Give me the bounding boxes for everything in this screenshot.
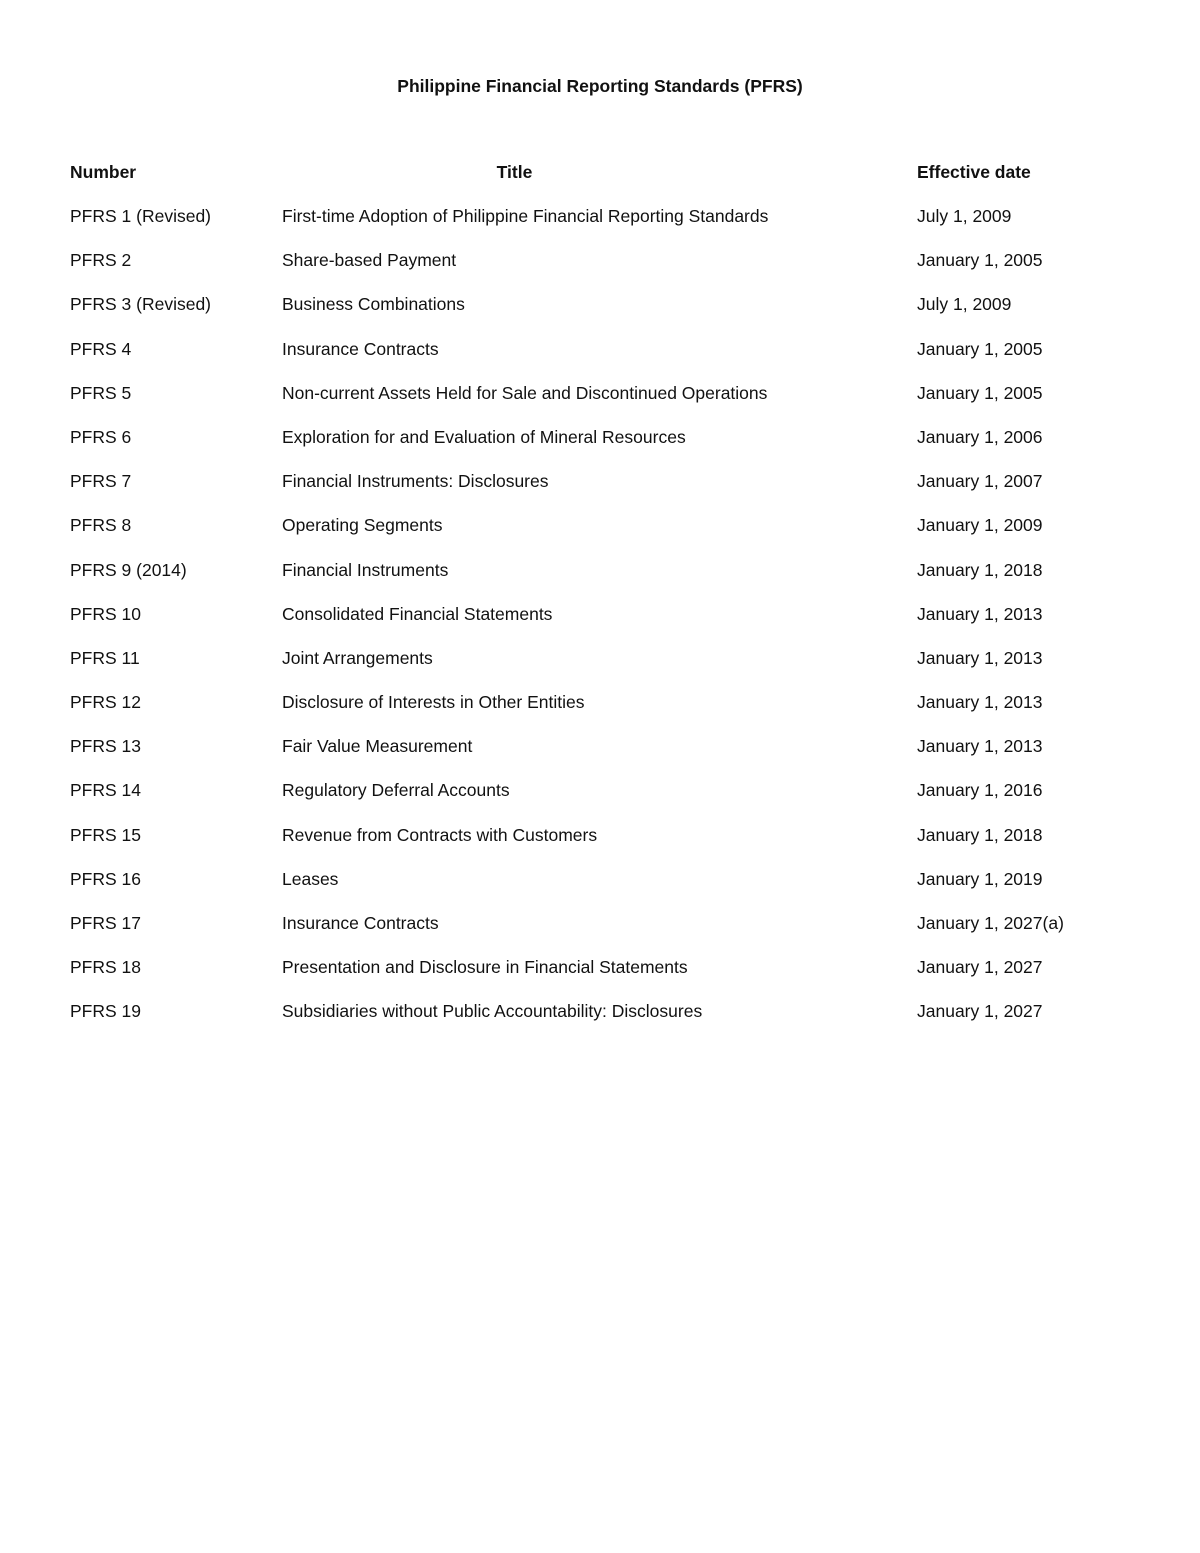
table-row [70,999,1130,1043]
standard-title: Exploration for and Evaluation of Mineral Resources [282,426,686,447]
table-row [70,558,1130,602]
standard-title: Subsidiaries without Public Accountability: Disclosures [282,1001,703,1022]
standard-effective-date: January 1, 2027 [917,1001,1043,1022]
table-row [70,823,1130,867]
standard-number: PFRS 5 [70,382,132,403]
standard-number: PFRS 18 [70,957,141,978]
column-header-number: Number [70,162,137,182]
standards-table [70,160,1130,1044]
standard-effective-date: January 1, 2027(a) [917,913,1064,933]
standard-title: Disclosure of Interests in Other Entities [282,692,585,713]
standard-effective-date: January 1, 2016 [917,780,1043,801]
standard-number: PFRS 2 [70,250,132,271]
standard-number: PFRS 13 [70,736,141,757]
standard-number: PFRS 17 [70,913,141,933]
standard-effective-date: January 1, 2027 [917,957,1043,978]
standard-effective-date: January 1, 2005 [917,250,1043,271]
table-row [70,867,1130,911]
standard-effective-date: July 1, 2009 [917,206,1012,226]
standard-number: PFRS 11 [70,647,140,668]
table-row [70,778,1130,822]
table-row [70,425,1130,469]
standard-effective-date: January 1, 2018 [917,824,1043,845]
page-title: Philippine Financial Reporting Standards (PFRS) [397,76,803,96]
table-row [70,646,1130,690]
column-header-effective-date: Effective date [917,162,1031,182]
table-row [70,690,1130,734]
standard-title: First-time Adoption of Philippine Financial Reporting Standards [282,206,769,226]
table-row [70,337,1130,381]
standard-title: Insurance Contracts [282,913,439,933]
standard-effective-date: January 1, 2009 [917,515,1043,536]
standard-effective-date: January 1, 2005 [917,382,1043,403]
standard-effective-date: January 1, 2018 [917,559,1043,580]
standard-number: PFRS 9 (2014) [70,559,187,580]
standard-title: Share-based Payment [282,250,457,271]
standard-number: PFRS 3 (Revised) [70,294,212,315]
standard-title: Fair Value Measurement [282,736,473,757]
standard-title: Financial Instruments: Disclosures [282,471,549,492]
standard-number: PFRS 1 (Revised) [70,206,212,226]
standard-effective-date: January 1, 2007 [917,471,1043,492]
standard-title: Regulatory Deferral Accounts [282,780,510,801]
table-row [70,513,1130,557]
standard-number: PFRS 12 [70,692,141,713]
standard-effective-date: January 1, 2013 [917,736,1043,757]
standard-effective-date: July 1, 2009 [917,294,1012,315]
table-row [70,734,1130,778]
standard-title: Non-current Assets Held for Sale and Discontinued Operations [282,382,768,403]
standard-effective-date: January 1, 2006 [917,426,1043,447]
standard-effective-date: January 1, 2013 [917,603,1043,624]
standard-number: PFRS 15 [70,824,141,845]
table-row [70,381,1130,425]
standard-title: Joint Arrangements [282,647,433,668]
standard-number: PFRS 19 [70,1001,141,1022]
table-row [70,292,1130,336]
column-header-title: Title [496,162,533,182]
table-row [70,248,1130,292]
table-row [70,911,1130,955]
standard-number: PFRS 16 [70,868,141,889]
standard-title: Presentation and Disclosure in Financial Statements [282,957,688,978]
standard-title: Insurance Contracts [282,338,439,359]
standard-title: Financial Instruments [282,559,449,580]
table-row [70,955,1130,999]
standard-title: Leases [282,868,339,889]
table-row [70,602,1130,646]
standard-title: Business Combinations [282,294,465,315]
standard-title: Operating Segments [282,515,443,536]
table-row [70,204,1130,248]
standard-number: PFRS 10 [70,603,141,624]
standard-effective-date: January 1, 2005 [917,338,1043,359]
standard-number: PFRS 8 [70,515,132,536]
standard-title: Consolidated Financial Statements [282,603,553,624]
standard-number: PFRS 4 [70,338,132,359]
table-row [70,469,1130,513]
standard-number: PFRS 14 [70,780,141,801]
standard-title: Revenue from Contracts with Customers [282,824,598,845]
standard-effective-date: January 1, 2013 [917,647,1043,668]
standard-number: PFRS 7 [70,471,132,492]
table-header-row [70,160,1130,204]
standard-effective-date: January 1, 2013 [917,692,1043,713]
standard-effective-date: January 1, 2019 [917,868,1043,889]
standard-number: PFRS 6 [70,426,132,447]
